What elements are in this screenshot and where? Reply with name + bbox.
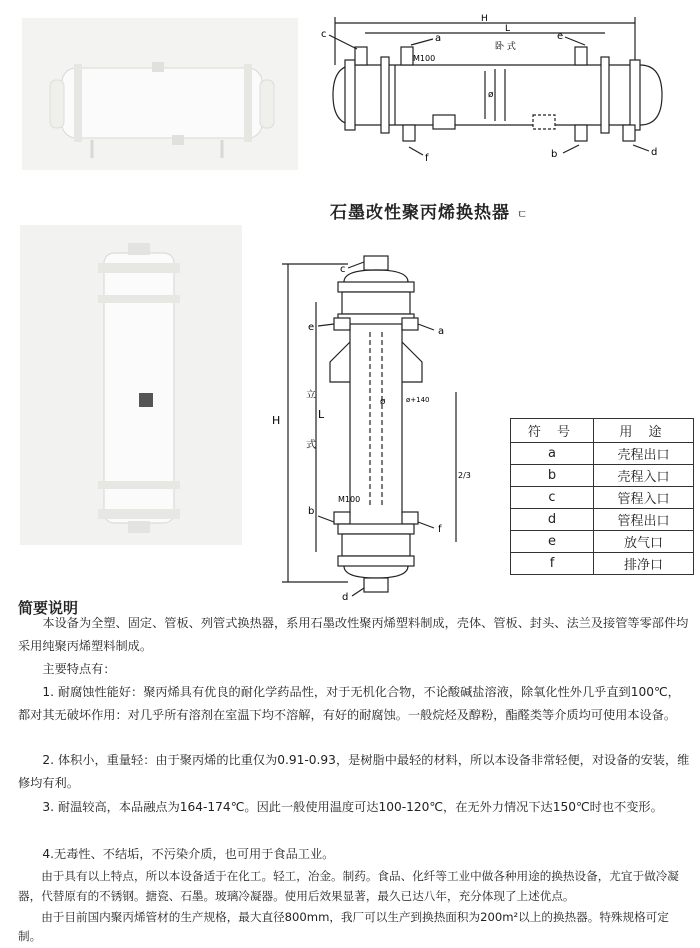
paragraph-feature-2: 2. 体积小，重量轻：由于聚丙烯的比重仅为0.91-0.93，是树脂中最轻的材料，所以本设备非常轻便，对设备的安装，维修均有利。 — [18, 753, 690, 790]
table-cell-code: c — [511, 487, 594, 509]
table-cell-code: f — [511, 553, 594, 575]
table-header-row — [511, 419, 694, 443]
paragraph-feature-4: 4.无毒性、不结垢，不污染介质，也可用于食品工业。 — [42, 847, 335, 861]
table-cell-use: 放气口 — [594, 531, 694, 553]
port-legend-table — [510, 418, 694, 575]
table-row — [511, 509, 694, 531]
table-row — [511, 553, 694, 575]
vdiag-label-c: c — [340, 264, 346, 275]
table-cell-code: a — [511, 443, 594, 465]
horizontal-exchanger-diagram — [305, 5, 695, 180]
vdiag-label-M100: M100 — [338, 495, 361, 504]
vdiag-label-b: b — [308, 506, 315, 517]
diag-label-L: L — [505, 24, 511, 34]
diag-label-a: a — [435, 33, 442, 44]
vertical-exchanger-diagram — [268, 252, 478, 602]
vertical-exchanger-photo — [20, 225, 242, 545]
table-cell-use: 管程出口 — [594, 509, 694, 531]
vdiag-label-vertical-1: 立 — [306, 390, 316, 401]
table-cell-code: d — [511, 509, 594, 531]
table-cell-code: b — [511, 465, 594, 487]
page-title-text: 石墨改性聚丙烯换热器 — [330, 203, 510, 223]
table-row — [511, 487, 694, 509]
diag-label-H: H — [481, 14, 488, 24]
paragraph-intro: 本设备为全塑、固定、管板、列管式换热器，系用石墨改性聚丙烯塑料制成，壳体、管板、封头、法兰及接管等零部件均采用纯聚丙烯塑料制成。 — [18, 616, 689, 653]
vdiag-label-phi140: ø+140 — [406, 396, 430, 404]
diag-label-c: c — [321, 29, 327, 40]
paragraph-features-heading: 主要特点有： — [42, 662, 116, 676]
vdiag-label-H: H — [272, 414, 281, 427]
paragraph-feature-1: 1. 耐腐蚀性能好：聚丙烯具有优良的耐化学药品性，对于无机化合物，不论酸碱盐溶液，除氧化性外几乎直到100℃，都对其无破坏作用：对几乎所有溶剂在室温下均不溶解，有好的耐腐蚀。一般烷烃及醇粉，酯醛类等介质均可使用本设备。 — [18, 685, 680, 722]
table-cell-code: e — [511, 531, 594, 553]
diag-label-phi: ø — [488, 90, 494, 100]
paragraph-applications: 由于具有以上特点，所以本设备适于在化工。轻工，冶金。制药。食品、化纤等工业中做各种用途的换热设备，尤宜于做冷凝器，代替原有的不锈钢。搪瓷、石墨。玻璃冷凝器。使用后效果显著，最久已达八年，充分体现了上述优点。 — [18, 869, 679, 903]
vdiag-label-f: f — [438, 524, 442, 535]
vdiag-label-phi: ø — [380, 397, 386, 407]
vdiag-label-a: a — [438, 326, 445, 337]
diag-label-M100: M100 — [413, 54, 436, 63]
vdiag-label-e: e — [308, 322, 315, 333]
paragraph-specs: 由于目前国内聚丙烯管材的生产规格，最大直径800mm，我厂可以生产到换热面积为200m²以上的换热器。特殊规格可定制。 — [18, 910, 669, 943]
diag-label-f: f — [425, 153, 429, 164]
table-header-code: 符 号 — [511, 419, 594, 443]
table-header-use: 用 途 — [594, 419, 694, 443]
title-mark: ㄷ — [516, 208, 529, 221]
table-cell-use: 壳程出口 — [594, 443, 694, 465]
diag-label-d: d — [651, 147, 658, 158]
paragraph-feature-3: 3. 耐温较高，本品融点为164-174℃。因此一般使用温度可达100-120℃，在无外力情况下达150℃时也不变形。 — [42, 800, 663, 814]
vdiag-label-ratio: 2/3 — [458, 471, 471, 480]
horizontal-exchanger-photo-drawing — [22, 18, 298, 170]
table-row — [511, 443, 694, 465]
table-row — [511, 465, 694, 487]
table-cell-use: 壳程入口 — [594, 465, 694, 487]
table-cell-use: 管程入口 — [594, 487, 694, 509]
page-title — [330, 198, 529, 223]
vdiag-label-d: d — [342, 592, 349, 602]
vdiag-label-L: L — [318, 408, 325, 421]
table-cell-use: 排净口 — [594, 553, 694, 575]
diag-label-b: b — [551, 149, 558, 160]
horizontal-exchanger-photo — [22, 18, 298, 170]
diag-label-horizontal: 卧 式 — [495, 42, 516, 52]
table-row — [511, 531, 694, 553]
vdiag-label-vertical-2: 式 — [306, 440, 316, 451]
section-title: 简要说明 — [18, 599, 79, 617]
diag-label-e: e — [557, 31, 564, 42]
vertical-exchanger-photo-drawing — [20, 225, 242, 545]
